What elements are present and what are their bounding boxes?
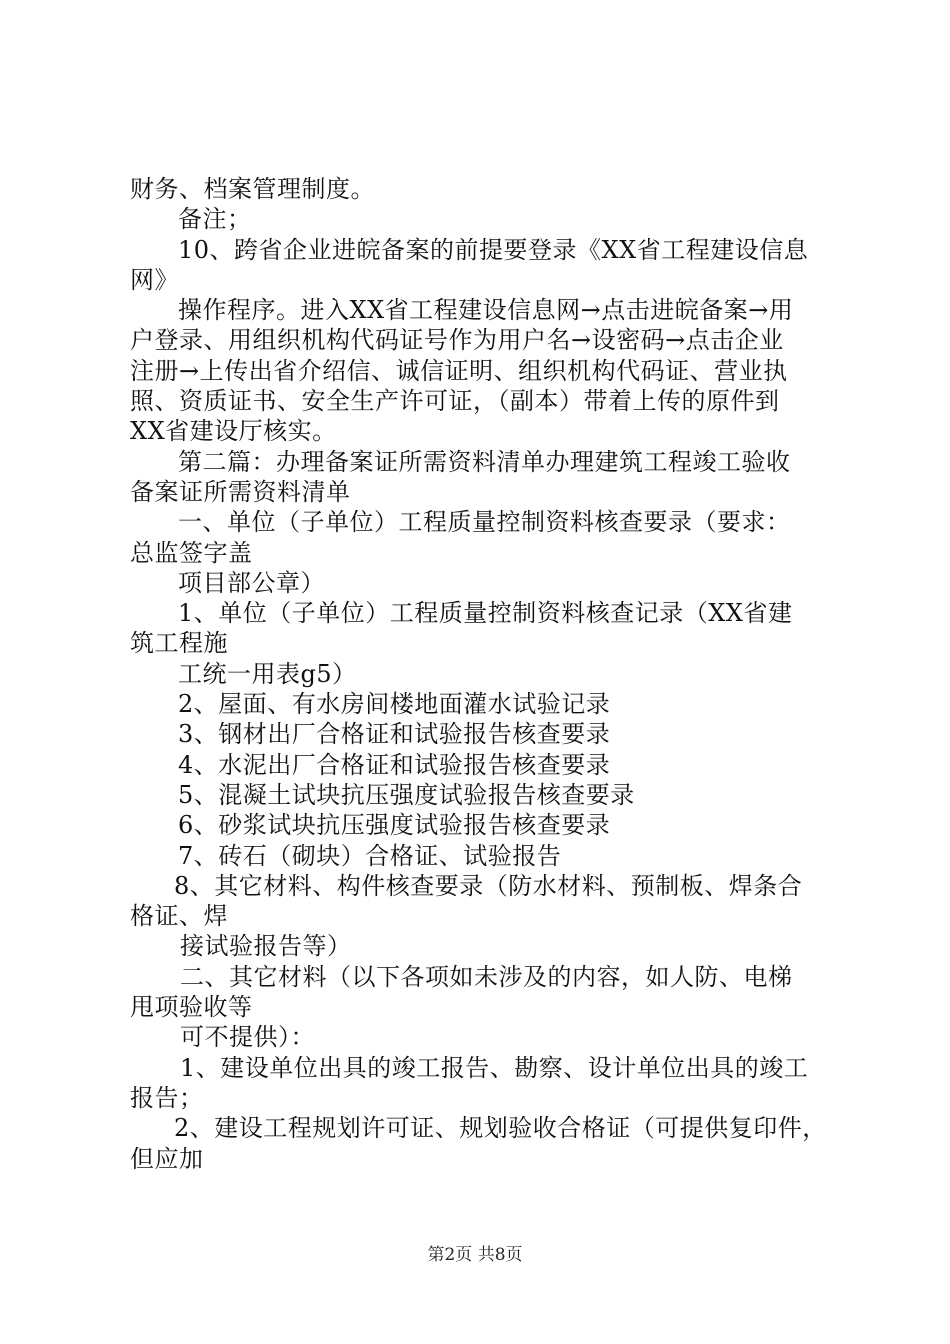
list-item: 1、单位（子单位）工程质量控制资料核查记录（XX省建 bbox=[178, 599, 793, 628]
text-line: 甩项验收等 bbox=[130, 993, 253, 1022]
list-item-cont: 筑工程施 bbox=[130, 629, 228, 658]
list-item-cont: 工统一用表g5） bbox=[178, 659, 357, 688]
text-line: 财务、档案管理制度。 bbox=[130, 175, 375, 203]
list-item: 4、水泥出厂合格证和试验报告核查要录 bbox=[178, 750, 611, 779]
list-item-cont: 但应加 bbox=[130, 1144, 204, 1173]
text-line: 备注； bbox=[178, 205, 252, 234]
text-line: 10、跨省企业进皖备案的前提要登录《XX省工程建设信息 bbox=[178, 235, 809, 264]
text-line: 操作程序。进入XX省工程建设信息网→点击进皖备案→用 bbox=[178, 296, 794, 325]
document-body bbox=[130, 174, 834, 1174]
list-item-cont: 报告； bbox=[130, 1083, 204, 1112]
section-heading: 第二篇：办理备案证所需资料清单办理建筑工程竣工验收 bbox=[178, 447, 791, 476]
text-line: 总监签字盖 bbox=[130, 538, 253, 567]
text-line: XX省建设厅核实。 bbox=[130, 417, 337, 446]
list-item: 8、其它材料、构件核查要录（防水材料、预制板、焊条合 bbox=[174, 871, 803, 900]
list-item: 6、砂浆试块抗压强度试验报告核查要录 bbox=[178, 811, 611, 840]
text-line: 项目部公章） bbox=[178, 568, 325, 597]
list-item: 5、混凝土试块抗压强度试验报告核查要录 bbox=[178, 780, 635, 809]
text-line: 照、资质证书、安全生产许可证，（副本）带着上传的原件到 bbox=[130, 387, 780, 416]
text-line: 注册→上传出省介绍信、诚信证明、组织机构代码证、营业执 bbox=[130, 356, 788, 385]
page-number-footer: 第2页 共8页 bbox=[427, 1245, 523, 1265]
text-line: 网》 bbox=[130, 265, 179, 294]
text-line: 户登录、用组织机构代码证号作为用户名→设密码→点击企业 bbox=[130, 326, 784, 355]
section-heading-cont: 备案证所需资料清单 bbox=[130, 477, 351, 506]
list-item-cont: 接试验报告等） bbox=[180, 932, 352, 961]
text-line: 可不提供）： bbox=[180, 1023, 315, 1052]
list-item: 2、屋面、有水房间楼地面灌水试验记录 bbox=[178, 690, 611, 719]
list-item-cont: 格证、焊 bbox=[130, 902, 228, 931]
list-item: 7、砖石（砌块）合格证、试验报告 bbox=[178, 841, 562, 870]
list-item: 3、钢材出厂合格证和试验报告核查要录 bbox=[178, 720, 611, 749]
list-item: 1、建设单位出具的竣工报告、勘察、设计单位出具的竣工 bbox=[180, 1053, 809, 1082]
text-line: 二、其它材料（以下各项如未涉及的内容，如人防、电梯 bbox=[180, 962, 793, 991]
list-item: 2、建设工程规划许可证、规划验收合格证（可提供复印件， bbox=[174, 1114, 827, 1143]
text-line: 一、单位（子单位）工程质量控制资料核查要录（要求： bbox=[178, 508, 791, 537]
